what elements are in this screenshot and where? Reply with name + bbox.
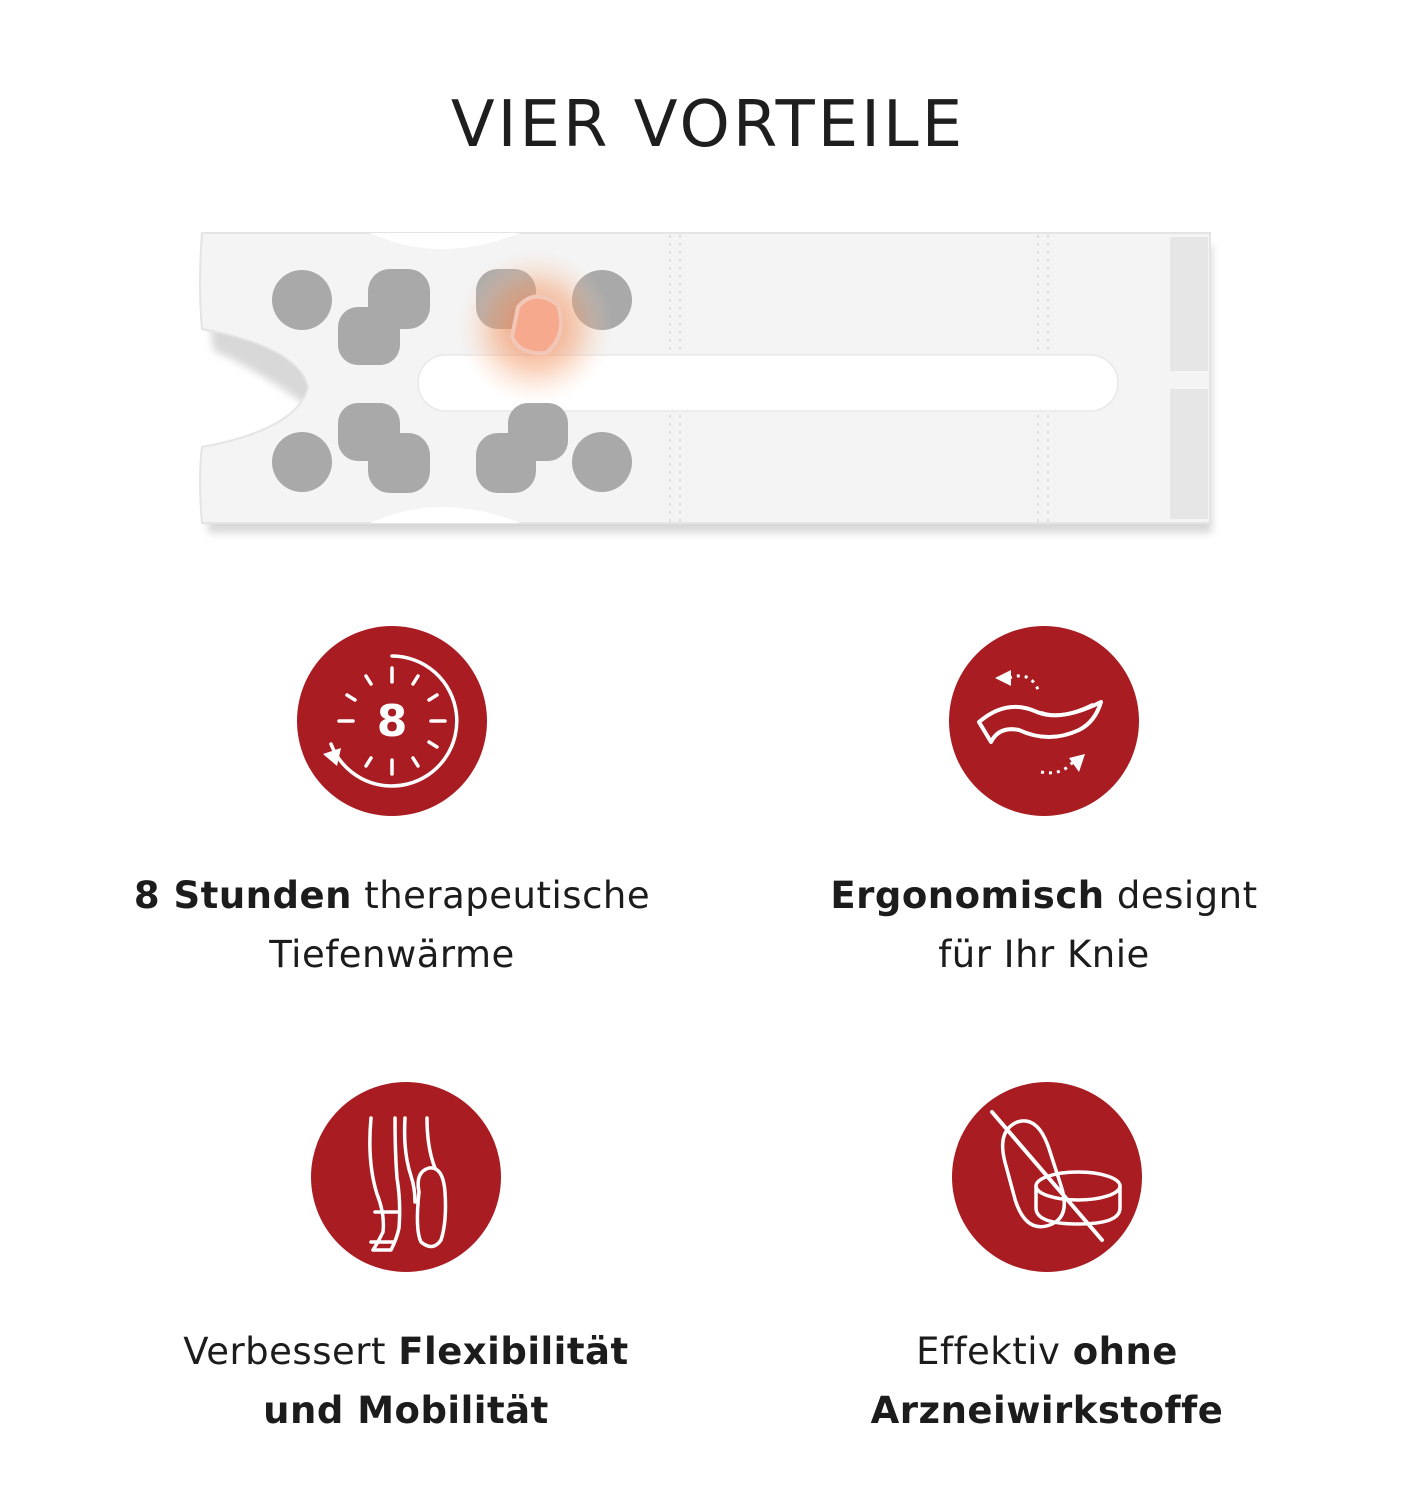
caption-text: Verbessert (183, 1330, 399, 1373)
caption-bold: Ergonomisch (830, 874, 1105, 917)
feature-8-hours (72, 626, 712, 984)
feature-ergonomic (724, 626, 1364, 984)
feature-caption (727, 1322, 1367, 1440)
clock-icon (297, 626, 487, 816)
circle-badge (952, 1082, 1142, 1272)
page-title: VIER VORTEILE (450, 88, 966, 162)
caption-text: Effektiv (916, 1330, 1073, 1373)
no-pills-icon (952, 1082, 1142, 1272)
feature-no-drugs (727, 1082, 1367, 1440)
caption-bold-line2: und Mobilität (263, 1389, 549, 1432)
feature-caption (86, 1322, 726, 1440)
caption-bold: 8 Stunden (133, 874, 352, 917)
circle-badge (949, 626, 1139, 816)
caption-text-line2: für Ihr Knie (938, 933, 1150, 976)
feature-caption (724, 866, 1364, 984)
legs-walking-icon (311, 1082, 501, 1272)
caption-bold: Flexibilität (398, 1330, 629, 1373)
feature-flexibility (86, 1082, 726, 1440)
ergonomic-patch-icon (949, 626, 1139, 816)
circle-badge (297, 626, 487, 816)
caption-bold-line2: Arzneiwirkstoffe (870, 1389, 1224, 1432)
circle-badge (311, 1082, 501, 1272)
clock-number: 8 (376, 696, 408, 747)
caption-text: designt (1104, 874, 1258, 917)
caption-text: therapeutische (351, 874, 651, 917)
caption-bold: ohne (1072, 1330, 1178, 1373)
caption-text-line2: Tiefenwärme (269, 933, 515, 976)
knee-heat-patch-illustration (190, 225, 1220, 545)
feature-caption (72, 866, 712, 984)
